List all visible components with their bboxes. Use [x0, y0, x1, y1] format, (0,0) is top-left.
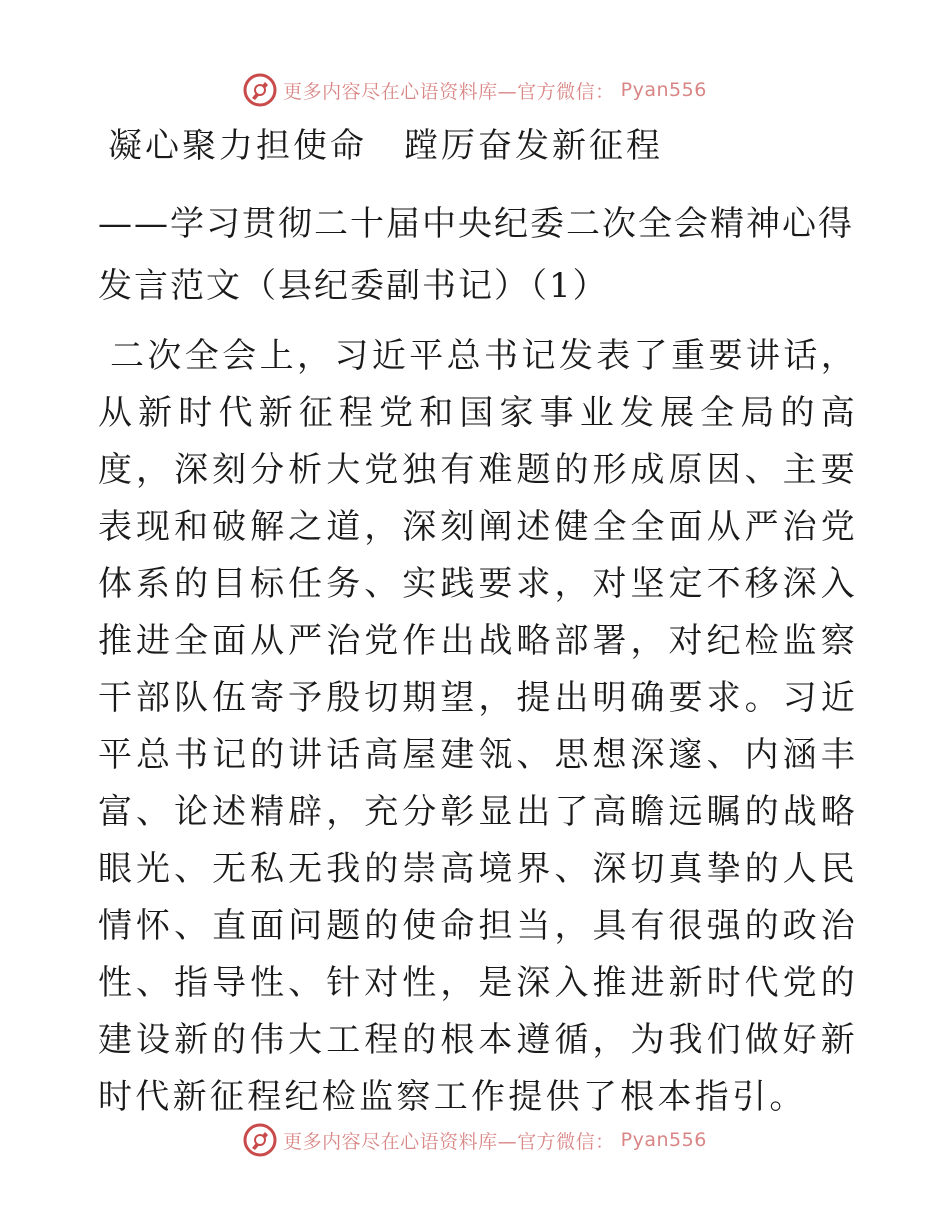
header-watermark [0, 70, 950, 110]
red-quill-logo-icon [243, 1123, 277, 1157]
watermark-text: 更多内容尽在心语资料库—官方微信： [283, 1130, 615, 1153]
footer-watermark [0, 1120, 950, 1160]
document-subtitle: ——学习贯彻二十届中央纪委二次全会精神心得发言范文（县纪委副书记）（1） [98, 204, 854, 306]
red-quill-logo-icon [243, 73, 277, 107]
body-paragraph: 二次全会上，习近平总书记发表了重要讲话，从新时代新征程党和国家事业发展全局的高度，深刻分析大党独有难题的形成原因、主要表现和破解之道，深刻阐述健全全面从严治党体系的目标任务、实践要求，对坚定不移深入推进全面从严治党作出战略部署，对纪检监察干部队伍寄予殷切期望，提出明确要求。习近平总书记的讲话高屋建瓴、思想深邃、内涵丰富、论述精辟，充分彰显出了高瞻远瞩的战略眼光、无私无我的崇高境界、深切真挚的人民情怀、直面问题的使命担当，具有很强的政治性、指导性、针对性，是深入推进新时代党的建设新的伟大工程的根本遵循，为我们做好新时代新征程纪检监察工作提供了根本指引。 [98, 336, 858, 1117]
watermark-text: 更多内容尽在心语资料库—官方微信： [283, 80, 615, 103]
watermark-handle: Pyan556 [620, 1129, 707, 1151]
watermark-handle: Pyan556 [620, 79, 707, 101]
document-title: 凝心聚力担使命 蹚厉奋发新征程 [108, 126, 663, 166]
